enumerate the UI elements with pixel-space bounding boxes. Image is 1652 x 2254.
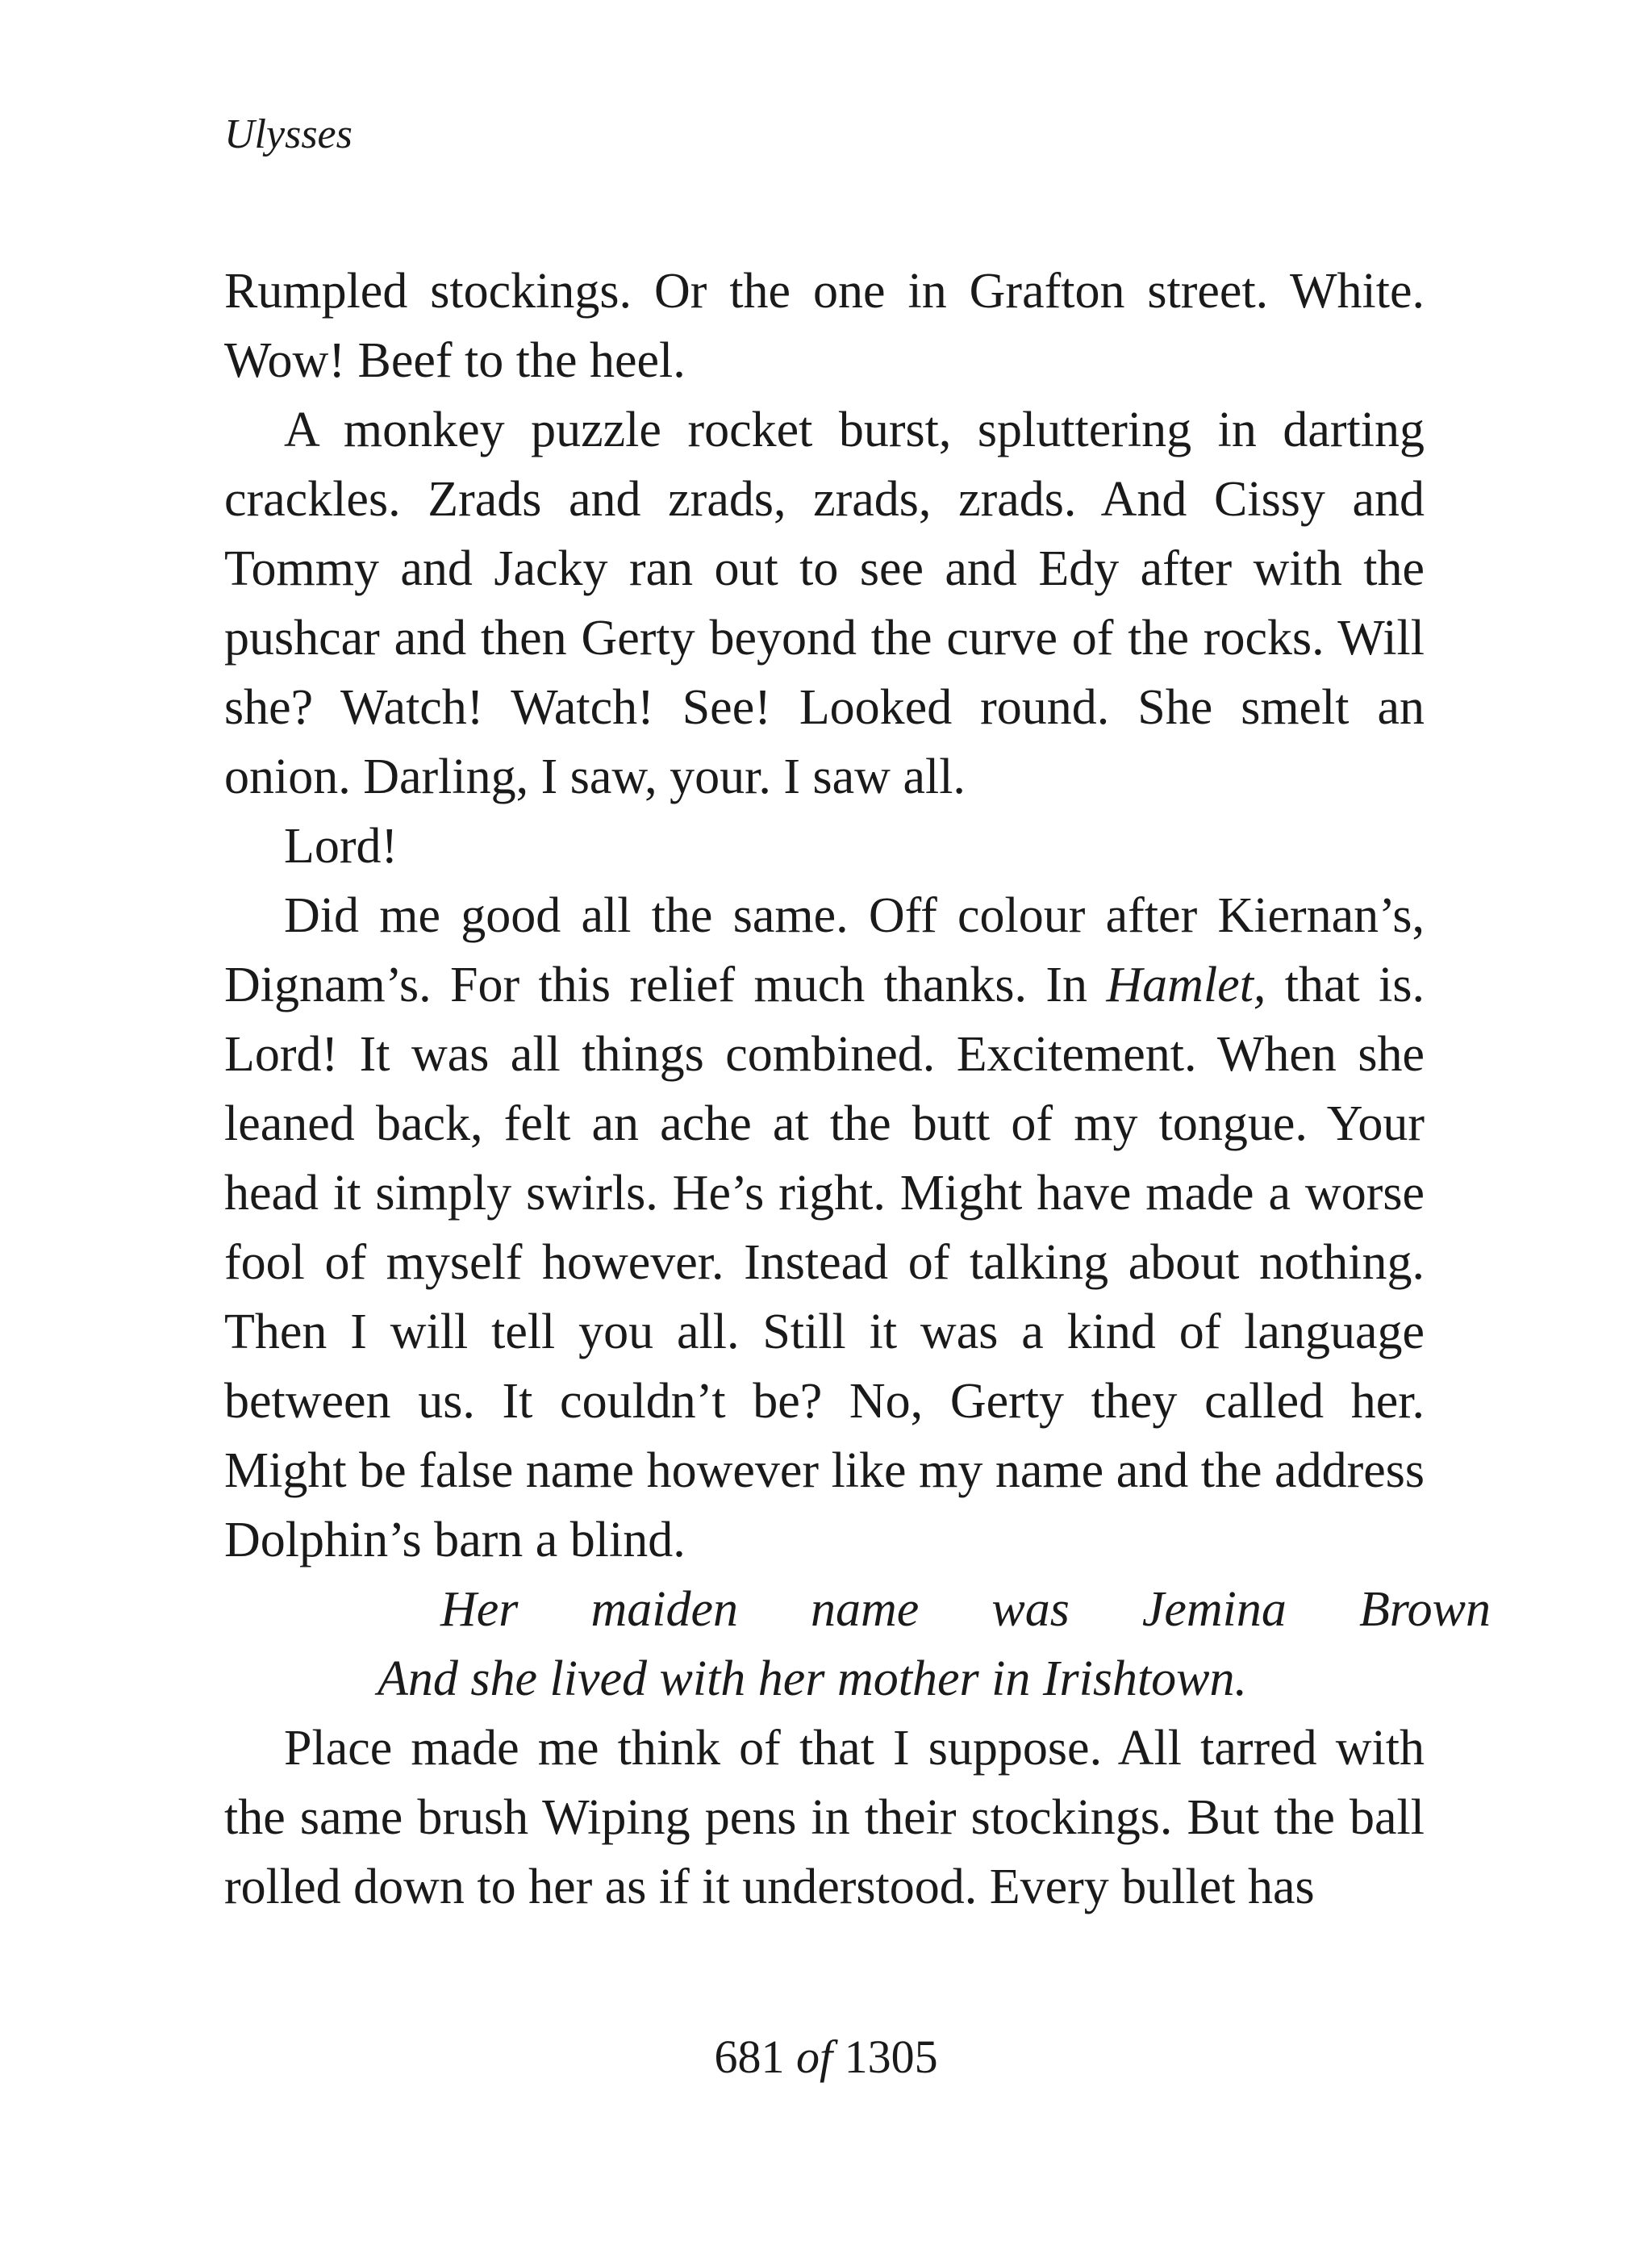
verse-line-1: Her maiden name was Jemina Brown [440, 1582, 1491, 1637]
page-number [0, 2027, 1652, 2088]
page-current: 681 [714, 2031, 785, 2083]
page-total: 1305 [844, 2031, 938, 2083]
paragraph-1: Rumpled stockings. Or the one in Grafton street. White. Wow! Beef to the heel. [224, 264, 1425, 388]
verse-quote [224, 1575, 1491, 1713]
paragraph-2: A monkey puzzle rocket burst, spluttering in darting crackles. Zrads and zrads, zrads, zrads. And Cissy and Tommy and Jacky ran out to see and Edy after with the pushcar and then Gerty beyond the curve of the rocks. Will she? Watch! Watch! See! Looked round. She smelt an onion. Darling, I saw, your. I saw all. [224, 403, 1425, 804]
verse-line-2: And she lived with her mother in Irishtown. [378, 1651, 1248, 1706]
body-text [224, 257, 1491, 1922]
paragraph-5: Place made me think of that I suppose. All tarred with the same brush Wiping pens in their stockings. But the ball rolled down to her as if it understood. Every bullet has [224, 1721, 1425, 1914]
paragraph-4-text-after: that is. Lord! It was all things combined. Excitement. When she leaned back, felt an ache at the butt of my tongue. Your head it simply swirls. He’s right. Might have made a worse fool of myself however. Instead of talking about nothing. Then I will tell you all. Still it was a kind of language between us. It couldn’t be? No, Gerty they called her. Might be false name however like my name and the address Dolphin’s barn a blind. [224, 958, 1425, 1567]
paragraph-4-text-before: Did me good all the same. Off colour after Kiernan’s, Dignam’s. For this relief much thanks. In [224, 888, 1425, 1012]
paragraph-3: Lord! [284, 819, 398, 874]
italic-title-hamlet: Hamlet, [1106, 958, 1266, 1012]
paragraph-4 [224, 881, 1425, 1575]
page-separator: of [795, 2031, 833, 2083]
running-head: Ulysses [224, 111, 353, 157]
